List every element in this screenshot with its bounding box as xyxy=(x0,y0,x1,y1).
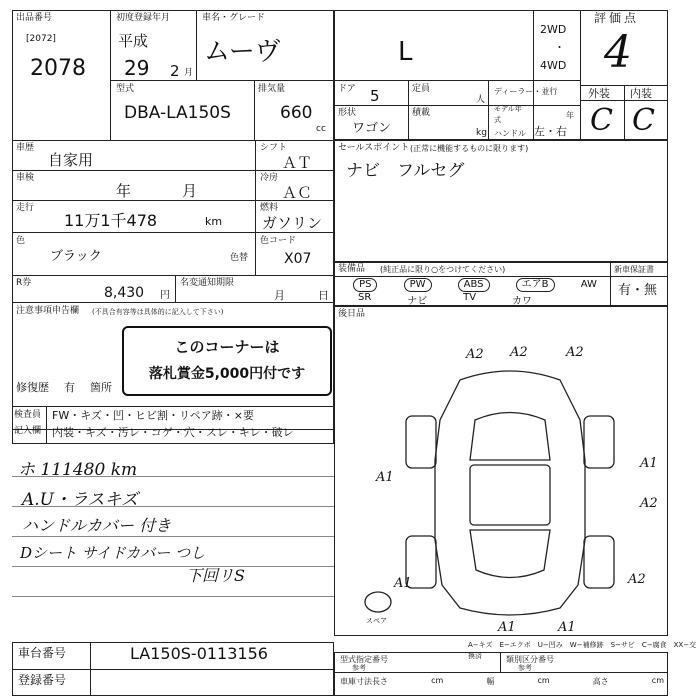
prize-notice-box xyxy=(122,326,332,396)
equip-aw: AW xyxy=(580,279,597,290)
exterior-label: 外装 xyxy=(588,87,610,100)
name-change-label: 名変通知期限 xyxy=(180,278,235,288)
equip-tv: TV xyxy=(463,292,477,303)
notes-sub: (不具合有容等は具体的に記入して下さい) xyxy=(92,308,224,316)
drive-4wd: 4WD xyxy=(540,59,567,72)
shift: ＡＴ xyxy=(282,154,313,172)
month-unit: 月 xyxy=(184,68,194,78)
equipment-label: 装備品 xyxy=(338,264,366,274)
class-label: 類別区分番号 xyxy=(506,655,554,664)
inspection-label: 車検 xyxy=(16,173,35,183)
reg-year: 29 xyxy=(124,56,150,80)
handwritten-line3: ハンドルカバー 付き xyxy=(22,516,172,535)
interior-grade: C xyxy=(632,103,655,138)
fuel-label: 燃料 xyxy=(260,203,279,213)
doors: 5 xyxy=(370,87,380,105)
divider xyxy=(334,105,580,106)
repair-label: 修復歴 xyxy=(16,381,49,394)
model-label: 型式 xyxy=(116,84,135,94)
ruled-line xyxy=(12,566,334,567)
fuel: ガソリン xyxy=(262,214,323,232)
inspection-month: 月 xyxy=(182,182,198,200)
divider xyxy=(580,10,581,140)
mark-a1-bottom-1: A1 xyxy=(498,620,516,635)
sales-text: ナビ フルセグ xyxy=(346,161,465,181)
new-cert-value: 有・無 xyxy=(618,283,658,298)
name-change-day: 日 xyxy=(318,289,329,302)
divider xyxy=(624,85,625,140)
garage-dims xyxy=(372,676,664,687)
drive-2wd: 2WD xyxy=(540,23,567,36)
new-cert-label: 新車保証書 xyxy=(614,265,654,274)
mark-a2-right: A2 xyxy=(640,496,658,511)
rtax: 8,430 xyxy=(104,285,145,301)
mark-a2-lower-right: A2 xyxy=(628,572,646,587)
colorcode: X07 xyxy=(284,251,312,267)
history: 自家用 xyxy=(48,151,94,169)
divider xyxy=(175,275,176,302)
model-year-label: モデル年式 xyxy=(494,105,522,124)
mark-a1-bottom-2: A1 xyxy=(558,620,576,635)
capacity-label: 定員 xyxy=(412,84,431,94)
type-num-sub: 参考 xyxy=(352,664,366,672)
divider xyxy=(334,672,668,673)
prize-notice-line2: 落札賞金5,000円付です xyxy=(148,366,306,382)
mileage-label: 走行 xyxy=(16,203,35,213)
inspector-row1: FW・キズ・凹・ヒビ割・リペア跡・×要 xyxy=(52,409,254,422)
divider xyxy=(334,80,335,140)
dims-label: 車庫寸法 xyxy=(340,677,372,686)
era: 平成 xyxy=(118,32,149,50)
rtax-label: R券 xyxy=(16,278,32,288)
inspector-row2: 内装・キズ・汚レ・コゲ・穴・スレ・キレ・破レ xyxy=(52,426,294,439)
divider xyxy=(110,10,111,140)
notes-label: 注意事項申告欄 xyxy=(16,306,80,316)
shape-label: 形状 xyxy=(338,108,357,118)
handwritten-line4: Dシート サイドカバー つし xyxy=(20,544,206,562)
divider xyxy=(254,80,255,140)
drive-dot: ・ xyxy=(554,41,565,54)
sales-box xyxy=(334,140,668,262)
lot-sub: [2072] xyxy=(26,34,56,44)
sales-sub: (正常に機能するものに限ります) xyxy=(410,144,529,153)
equip-leather: カワ xyxy=(512,296,533,307)
shape: ワゴン xyxy=(352,121,392,136)
lot-no-label: 出品番号 xyxy=(16,13,53,23)
colorcode-label: 色コード xyxy=(260,236,297,246)
shift-label: シフト xyxy=(260,143,288,153)
divider xyxy=(12,302,334,303)
lot-number: 2078 xyxy=(30,56,86,81)
mark-a2-2: A2 xyxy=(510,345,528,360)
dim-height: 高さ xyxy=(592,677,609,686)
repair-place: 箇所 xyxy=(90,381,112,394)
equip-sr: SR xyxy=(357,292,372,303)
equip-pw: PW xyxy=(404,278,432,292)
color-label: 色 xyxy=(16,236,26,246)
mark-a2-1: A2 xyxy=(466,347,484,362)
person-unit: 人 xyxy=(476,95,486,105)
mark-a1-right: A1 xyxy=(640,456,658,471)
color: ブラック xyxy=(50,249,102,264)
dealer-label: ディーラー・並行 xyxy=(494,87,558,96)
divider xyxy=(408,80,409,140)
handwritten-line5: 下回リS xyxy=(186,566,245,585)
rating-label: 評価点 xyxy=(594,11,640,25)
dim-length-unit: cm xyxy=(431,676,444,685)
mark-a1-left: A1 xyxy=(376,470,394,485)
rating-value: 4 xyxy=(604,27,632,78)
divider xyxy=(610,262,611,306)
reg-month: 2 xyxy=(170,62,180,80)
inspector-label1: 検査員 xyxy=(14,410,42,420)
divider xyxy=(12,232,334,233)
repaint-label: 色替 xyxy=(230,253,249,263)
name-grade-label: 車名・グレード xyxy=(202,13,266,23)
cc-unit: cc xyxy=(316,124,326,134)
mileage: 11万1千478 xyxy=(64,211,158,230)
kg-unit: kg xyxy=(476,128,487,138)
mark-a2-3: A2 xyxy=(566,345,584,360)
ac-label: 冷房 xyxy=(260,173,279,183)
name-change-month: 月 xyxy=(274,289,285,302)
dim-height-unit: cm xyxy=(651,676,664,685)
dim-width: 幅 xyxy=(486,677,495,686)
divider xyxy=(196,10,197,80)
year-unit: 年 xyxy=(566,111,574,120)
displacement-label: 排気量 xyxy=(258,84,286,94)
handle-label: ハンドル xyxy=(494,129,526,138)
inspector-label2: 記入欄 xyxy=(14,426,42,436)
model: DBA-LA150S xyxy=(124,103,231,123)
history-label: 車歴 xyxy=(16,143,35,153)
grade: L xyxy=(398,37,413,67)
handwritten-line2: A.U・ラスキズ xyxy=(22,490,139,510)
divider xyxy=(533,10,534,140)
equip-abs: ABS xyxy=(458,278,490,292)
sales-label: セールスポイント xyxy=(338,143,410,153)
divider xyxy=(12,275,334,276)
exterior-grade: C xyxy=(590,103,613,138)
handwritten-line1: ホ 111480 km xyxy=(18,460,138,480)
prize-notice-line1: このコーナーは xyxy=(174,338,280,356)
load-label: 積載 xyxy=(412,108,431,118)
ruled-line xyxy=(12,596,334,597)
displacement: 660 xyxy=(280,103,313,123)
chassis-label: 車台番号 xyxy=(18,646,67,660)
reg-label: 登録番号 xyxy=(18,673,67,687)
equip-navi: ナビ xyxy=(407,296,428,307)
inspection-year: 年 xyxy=(116,182,132,200)
chassis: LA150S-0113156 xyxy=(130,644,268,663)
type-num-label: 型式指定番号 xyxy=(340,655,388,664)
km-unit: km xyxy=(205,215,223,228)
yen-unit: 円 xyxy=(160,290,170,301)
equipment-row1 xyxy=(340,278,610,292)
repair-value: 有 xyxy=(64,381,75,394)
divider xyxy=(334,276,668,277)
doors-label: ドア xyxy=(338,84,356,94)
divider xyxy=(255,140,256,275)
interior-label: 内装 xyxy=(630,87,652,100)
ruled-line xyxy=(12,536,334,537)
equipment-row2 xyxy=(340,292,550,307)
dim-width-unit: cm xyxy=(537,676,550,685)
divider xyxy=(12,669,334,670)
spare-label: スペア xyxy=(366,617,387,625)
divider xyxy=(488,80,489,140)
equip-airbag: エアB xyxy=(516,278,555,292)
first-reg-label: 初度登録年月 xyxy=(116,13,171,23)
divider xyxy=(500,652,501,672)
car-name: ムーヴ xyxy=(204,37,281,67)
divider xyxy=(46,406,47,444)
class-sub: 参考 xyxy=(518,664,532,672)
handle: 左・右 xyxy=(534,125,567,138)
damage-legend: A−キズ E−エクボ U−凹み W−補修跡 S−サビ C−腐食 XX−交換済 xyxy=(468,641,697,660)
mark-a1-lower-left: A1 xyxy=(394,576,412,591)
equip-ps: PS xyxy=(353,278,377,292)
dim-length: 長さ xyxy=(372,677,388,686)
divider xyxy=(110,80,580,81)
rear-seat-label: 後日品 xyxy=(338,309,366,319)
equipment-sub: (純正品に限り○をつけてください) xyxy=(380,265,506,274)
ac: ＡＣ xyxy=(282,184,313,202)
divider xyxy=(90,642,91,696)
